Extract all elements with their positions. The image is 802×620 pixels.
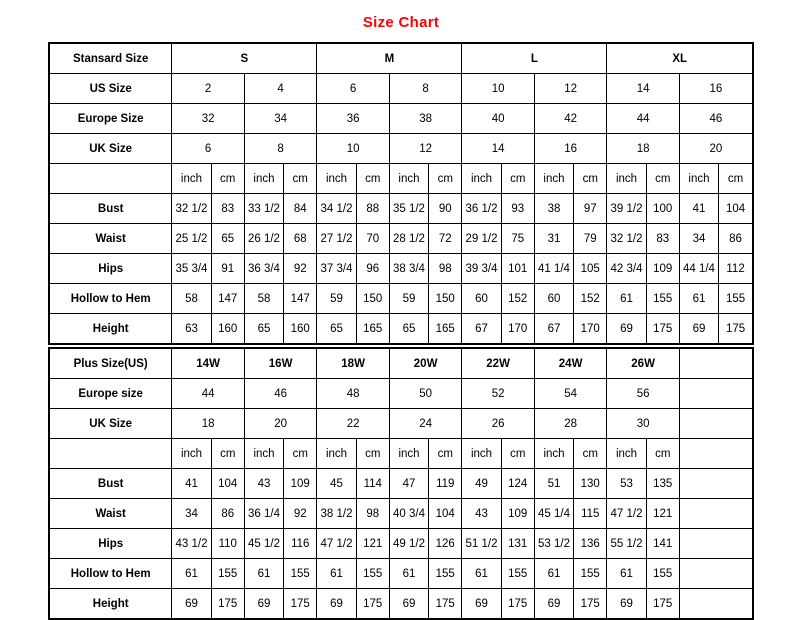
cell: 20 xyxy=(244,409,317,439)
filler-cell xyxy=(679,529,753,559)
table-row xyxy=(49,74,753,104)
table-row-header xyxy=(49,348,753,379)
cell: 36 3/4 xyxy=(244,254,283,284)
cell: 109 xyxy=(284,469,317,499)
cell: 69 xyxy=(389,589,428,620)
unit-cell: inch xyxy=(534,439,573,469)
cell: 22 xyxy=(317,409,390,439)
cell: 53 xyxy=(607,469,646,499)
cell: 32 xyxy=(172,104,244,134)
cell: 175 xyxy=(646,589,679,620)
cell: 28 1/2 xyxy=(389,224,428,254)
cell: 150 xyxy=(356,284,389,314)
cell: 165 xyxy=(356,314,389,345)
cell: 41 1/4 xyxy=(534,254,573,284)
row-label-hollow-to-hem: Hollow to Hem xyxy=(49,559,172,589)
cell: 69 xyxy=(679,314,718,345)
table-row xyxy=(49,469,753,499)
cell: 39 3/4 xyxy=(462,254,501,284)
cell: 29 1/2 xyxy=(462,224,501,254)
cell: 25 1/2 xyxy=(172,224,211,254)
cell: 14 xyxy=(607,74,679,104)
cell: 38 3/4 xyxy=(389,254,428,284)
unit-cell: cm xyxy=(646,439,679,469)
cell: 69 xyxy=(534,589,573,620)
cell: 61 xyxy=(389,559,428,589)
cell: 109 xyxy=(501,499,534,529)
cell: 43 1/2 xyxy=(172,529,211,559)
unit-cell: cm xyxy=(211,164,244,194)
cell: 46 xyxy=(244,379,317,409)
unit-cell: inch xyxy=(607,164,646,194)
cell: 91 xyxy=(211,254,244,284)
cell: 141 xyxy=(646,529,679,559)
cell: 65 xyxy=(244,314,283,345)
cell: 35 3/4 xyxy=(172,254,211,284)
unit-cell: inch xyxy=(389,439,428,469)
unit-cell: inch xyxy=(317,164,356,194)
unit-cell: inch xyxy=(389,164,428,194)
row-label-bust: Bust xyxy=(49,194,172,224)
cell: 43 xyxy=(462,499,501,529)
cell: 67 xyxy=(534,314,573,345)
cell: 98 xyxy=(356,499,389,529)
corner-label: Plus Size(US) xyxy=(49,348,172,379)
table-row xyxy=(49,589,753,620)
cell: 58 xyxy=(172,284,211,314)
cell: 69 xyxy=(607,589,646,620)
group-header-m: M xyxy=(317,43,462,74)
unit-row-label xyxy=(49,439,172,469)
cell: 92 xyxy=(284,254,317,284)
cell: 175 xyxy=(211,589,244,620)
page-title: Size Chart xyxy=(362,14,440,31)
table-row-header xyxy=(49,43,753,74)
unit-cell: inch xyxy=(534,164,573,194)
group-header-20w: 20W xyxy=(389,348,462,379)
cell: 96 xyxy=(356,254,389,284)
cell: 175 xyxy=(429,589,462,620)
table-row xyxy=(49,134,753,164)
cell: 61 xyxy=(462,559,501,589)
cell: 16 xyxy=(679,74,753,104)
cell: 131 xyxy=(501,529,534,559)
group-header-22w: 22W xyxy=(462,348,535,379)
cell: 20 xyxy=(679,134,753,164)
cell: 110 xyxy=(211,529,244,559)
table-row xyxy=(49,409,753,439)
unit-cell: inch xyxy=(679,164,718,194)
cell: 42 3/4 xyxy=(607,254,646,284)
cell: 155 xyxy=(284,559,317,589)
cell: 53 1/2 xyxy=(534,529,573,559)
table-row xyxy=(49,284,753,314)
cell: 155 xyxy=(719,284,753,314)
cell: 37 3/4 xyxy=(317,254,356,284)
row-label-height: Height xyxy=(49,589,172,620)
cell: 63 xyxy=(172,314,211,345)
cell: 98 xyxy=(429,254,462,284)
filler-cell xyxy=(679,499,753,529)
cell: 34 1/2 xyxy=(317,194,356,224)
row-label-hips: Hips xyxy=(49,529,172,559)
unit-cell: cm xyxy=(356,164,389,194)
cell: 75 xyxy=(501,224,534,254)
cell: 47 xyxy=(389,469,428,499)
cell: 36 1/4 xyxy=(244,499,283,529)
row-label-europe-size: Europe size xyxy=(49,379,172,409)
unit-cell: cm xyxy=(356,439,389,469)
row-label-uk-size: UK Size xyxy=(49,134,172,164)
unit-cell: inch xyxy=(462,164,501,194)
row-label-hips: Hips xyxy=(49,254,172,284)
cell: 155 xyxy=(574,559,607,589)
cell: 61 xyxy=(534,559,573,589)
cell: 69 xyxy=(317,589,356,620)
cell: 28 xyxy=(534,409,607,439)
group-header-s: S xyxy=(172,43,317,74)
cell: 155 xyxy=(646,559,679,589)
cell: 175 xyxy=(284,589,317,620)
table-row-units xyxy=(49,439,753,469)
cell: 49 1/2 xyxy=(389,529,428,559)
cell: 42 xyxy=(534,104,607,134)
cell: 126 xyxy=(429,529,462,559)
cell: 130 xyxy=(574,469,607,499)
cell: 69 xyxy=(172,589,211,620)
cell: 8 xyxy=(244,134,317,164)
row-label-waist: Waist xyxy=(49,499,172,529)
cell: 48 xyxy=(317,379,390,409)
cell: 150 xyxy=(429,284,462,314)
unit-cell: cm xyxy=(574,164,607,194)
cell: 16 xyxy=(534,134,607,164)
cell: 34 xyxy=(172,499,211,529)
group-header-xl: XL xyxy=(607,43,753,74)
unit-cell: inch xyxy=(462,439,501,469)
cell: 104 xyxy=(211,469,244,499)
unit-cell: inch xyxy=(244,164,283,194)
table-row xyxy=(49,104,753,134)
cell: 86 xyxy=(719,224,753,254)
group-header-l: L xyxy=(462,43,607,74)
cell: 155 xyxy=(429,559,462,589)
cell: 84 xyxy=(284,194,317,224)
unit-cell: cm xyxy=(429,164,462,194)
cell: 65 xyxy=(317,314,356,345)
cell: 49 xyxy=(462,469,501,499)
group-header-14w: 14W xyxy=(172,348,245,379)
row-label-hollow-to-hem: Hollow to Hem xyxy=(49,284,172,314)
cell: 65 xyxy=(211,224,244,254)
corner-label: Stansard Size xyxy=(49,43,172,74)
cell: 12 xyxy=(534,74,607,104)
cell: 26 xyxy=(462,409,535,439)
cell: 38 1/2 xyxy=(317,499,356,529)
plus-size-table xyxy=(48,347,754,620)
cell: 41 xyxy=(172,469,211,499)
cell: 104 xyxy=(719,194,753,224)
cell: 83 xyxy=(211,194,244,224)
filler-cell xyxy=(679,439,753,469)
cell: 30 xyxy=(607,409,680,439)
cell: 36 1/2 xyxy=(462,194,501,224)
unit-row-label xyxy=(49,164,172,194)
table-row-units xyxy=(49,164,753,194)
cell: 101 xyxy=(501,254,534,284)
table-row xyxy=(49,499,753,529)
row-label-europe-size: Europe Size xyxy=(49,104,172,134)
row-label-height: Height xyxy=(49,314,172,345)
cell: 2 xyxy=(172,74,244,104)
group-header-16w: 16W xyxy=(244,348,317,379)
standard-size-table xyxy=(48,42,754,345)
cell: 70 xyxy=(356,224,389,254)
cell: 45 xyxy=(317,469,356,499)
unit-cell: cm xyxy=(429,439,462,469)
cell: 6 xyxy=(172,134,244,164)
cell: 100 xyxy=(646,194,679,224)
unit-cell: inch xyxy=(244,439,283,469)
row-label-us-size: US Size xyxy=(49,74,172,104)
unit-cell: inch xyxy=(172,164,211,194)
unit-cell: cm xyxy=(501,439,534,469)
cell: 58 xyxy=(244,284,283,314)
cell: 155 xyxy=(211,559,244,589)
cell: 61 xyxy=(317,559,356,589)
cell: 39 1/2 xyxy=(607,194,646,224)
unit-cell: inch xyxy=(317,439,356,469)
table-row xyxy=(49,529,753,559)
cell: 119 xyxy=(429,469,462,499)
filler-cell xyxy=(679,589,753,620)
row-label-uk-size: UK Size xyxy=(49,409,172,439)
unit-cell: cm xyxy=(211,439,244,469)
cell: 50 xyxy=(389,379,462,409)
cell: 69 xyxy=(607,314,646,345)
cell: 52 xyxy=(462,379,535,409)
cell: 45 1/2 xyxy=(244,529,283,559)
cell: 160 xyxy=(284,314,317,345)
cell: 47 1/2 xyxy=(607,499,646,529)
cell: 97 xyxy=(574,194,607,224)
table-row xyxy=(49,314,753,345)
cell: 41 xyxy=(679,194,718,224)
cell: 136 xyxy=(574,529,607,559)
table-row xyxy=(49,194,753,224)
cell: 38 xyxy=(389,104,462,134)
cell: 152 xyxy=(501,284,534,314)
cell: 40 3/4 xyxy=(389,499,428,529)
cell: 170 xyxy=(574,314,607,345)
cell: 175 xyxy=(356,589,389,620)
cell: 43 xyxy=(244,469,283,499)
cell: 54 xyxy=(534,379,607,409)
table-row xyxy=(49,379,753,409)
cell: 38 xyxy=(534,194,573,224)
cell: 60 xyxy=(462,284,501,314)
cell: 88 xyxy=(356,194,389,224)
table-row xyxy=(49,559,753,589)
cell: 61 xyxy=(607,559,646,589)
cell: 121 xyxy=(356,529,389,559)
cell: 56 xyxy=(607,379,680,409)
cell: 31 xyxy=(534,224,573,254)
cell: 35 1/2 xyxy=(389,194,428,224)
unit-cell: cm xyxy=(574,439,607,469)
cell: 160 xyxy=(211,314,244,345)
cell: 60 xyxy=(534,284,573,314)
cell: 12 xyxy=(389,134,462,164)
filler-cell xyxy=(679,469,753,499)
cell: 152 xyxy=(574,284,607,314)
cell: 27 1/2 xyxy=(317,224,356,254)
unit-cell: cm xyxy=(284,439,317,469)
cell: 26 1/2 xyxy=(244,224,283,254)
cell: 124 xyxy=(501,469,534,499)
cell: 36 xyxy=(317,104,389,134)
group-header-26w: 26W xyxy=(607,348,680,379)
cell: 155 xyxy=(646,284,679,314)
cell: 34 xyxy=(244,104,317,134)
cell: 33 1/2 xyxy=(244,194,283,224)
cell: 61 xyxy=(607,284,646,314)
cell: 79 xyxy=(574,224,607,254)
cell: 44 xyxy=(172,379,245,409)
cell: 32 1/2 xyxy=(607,224,646,254)
cell: 47 1/2 xyxy=(317,529,356,559)
cell: 8 xyxy=(389,74,462,104)
table-row xyxy=(49,254,753,284)
cell: 61 xyxy=(679,284,718,314)
cell: 45 1/4 xyxy=(534,499,573,529)
cell: 18 xyxy=(172,409,245,439)
cell: 175 xyxy=(501,589,534,620)
cell: 175 xyxy=(646,314,679,345)
cell: 83 xyxy=(646,224,679,254)
cell: 135 xyxy=(646,469,679,499)
unit-cell: cm xyxy=(646,164,679,194)
plus-size-table-wrap xyxy=(48,347,754,620)
unit-cell: cm xyxy=(719,164,753,194)
cell: 147 xyxy=(284,284,317,314)
cell: 147 xyxy=(211,284,244,314)
cell: 51 xyxy=(534,469,573,499)
cell: 46 xyxy=(679,104,753,134)
cell: 114 xyxy=(356,469,389,499)
cell: 112 xyxy=(719,254,753,284)
cell: 93 xyxy=(501,194,534,224)
cell: 32 1/2 xyxy=(172,194,211,224)
cell: 121 xyxy=(646,499,679,529)
cell: 67 xyxy=(462,314,501,345)
cell: 59 xyxy=(389,284,428,314)
cell: 34 xyxy=(679,224,718,254)
cell: 175 xyxy=(574,589,607,620)
cell: 18 xyxy=(607,134,679,164)
unit-cell: inch xyxy=(607,439,646,469)
unit-cell: inch xyxy=(172,439,211,469)
cell: 155 xyxy=(356,559,389,589)
filler-cell xyxy=(679,348,753,379)
cell: 61 xyxy=(244,559,283,589)
cell: 65 xyxy=(389,314,428,345)
cell: 55 1/2 xyxy=(607,529,646,559)
cell: 115 xyxy=(574,499,607,529)
row-label-bust: Bust xyxy=(49,469,172,499)
cell: 10 xyxy=(462,74,534,104)
cell: 44 1/4 xyxy=(679,254,718,284)
cell: 68 xyxy=(284,224,317,254)
filler-cell xyxy=(679,559,753,589)
cell: 6 xyxy=(317,74,389,104)
row-label-waist: Waist xyxy=(49,224,172,254)
cell: 105 xyxy=(574,254,607,284)
cell: 92 xyxy=(284,499,317,529)
cell: 24 xyxy=(389,409,462,439)
cell: 170 xyxy=(501,314,534,345)
cell: 10 xyxy=(317,134,389,164)
cell: 116 xyxy=(284,529,317,559)
cell: 59 xyxy=(317,284,356,314)
cell: 90 xyxy=(429,194,462,224)
cell: 40 xyxy=(462,104,534,134)
cell: 69 xyxy=(244,589,283,620)
cell: 69 xyxy=(462,589,501,620)
group-header-18w: 18W xyxy=(317,348,390,379)
cell: 104 xyxy=(429,499,462,529)
cell: 165 xyxy=(429,314,462,345)
cell: 86 xyxy=(211,499,244,529)
cell: 14 xyxy=(462,134,534,164)
cell: 44 xyxy=(607,104,679,134)
unit-cell: cm xyxy=(284,164,317,194)
group-header-24w: 24W xyxy=(534,348,607,379)
table-row xyxy=(49,224,753,254)
cell: 51 1/2 xyxy=(462,529,501,559)
cell: 72 xyxy=(429,224,462,254)
filler-cell xyxy=(679,379,753,409)
cell: 155 xyxy=(501,559,534,589)
cell: 61 xyxy=(172,559,211,589)
unit-cell: cm xyxy=(501,164,534,194)
standard-size-table-wrap xyxy=(48,42,754,345)
cell: 4 xyxy=(244,74,317,104)
cell: 175 xyxy=(719,314,753,345)
filler-cell xyxy=(679,409,753,439)
cell: 109 xyxy=(646,254,679,284)
